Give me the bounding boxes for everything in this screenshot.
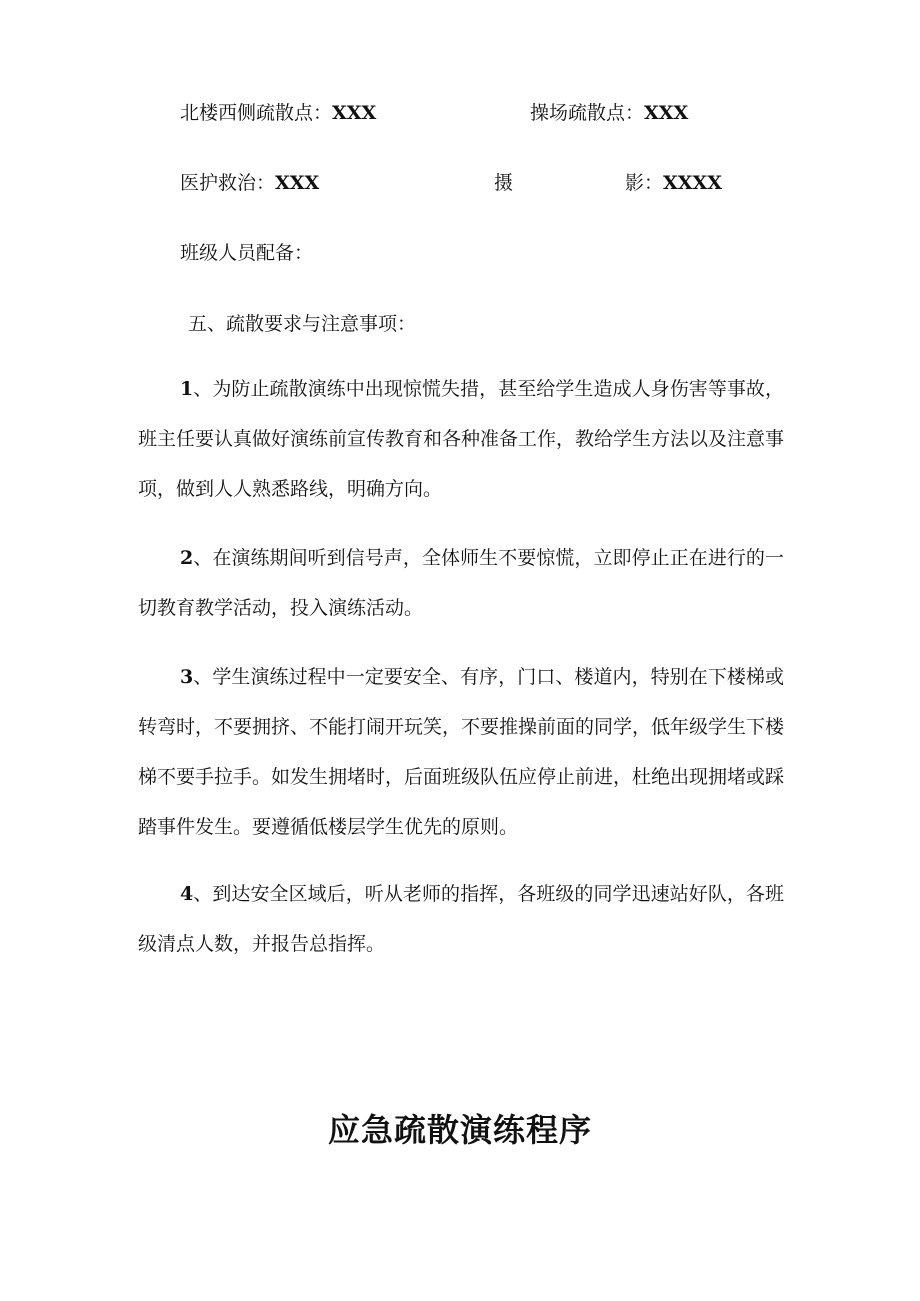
photo-label-part1 (494, 168, 513, 195)
photo-label-char2: 影： (625, 172, 664, 194)
item-text: 、为防止疏散演练中出现惊慌失措，甚至给学生造成人身伤害等事故，班主任要认真做好演练前宣传教育和各种准备工作，教给学生方法以及注意事项，做到人人熟悉路线，明确方向。 (138, 378, 785, 500)
item-number: 1 (180, 378, 194, 400)
photo-value: XXXX (663, 172, 722, 194)
north-west-value: XXX (332, 102, 377, 124)
item-number: 2 (180, 547, 194, 569)
medical-label: 医护救治： (180, 172, 276, 194)
class-staff-label: 班级人员配备： (180, 242, 314, 264)
item-text: 、在演练期间听到信号声，全体师生不要惊慌，立即停止正在进行的一切教育教学活动，投入演练活动。 (138, 547, 784, 619)
item-number: 3 (180, 666, 194, 688)
item-text: 、学生演练过程中一定要安全、有序，门口、楼道内，特别在下楼梯或转弯时，不要拥挤、不能打闹开玩笑，不要推操前面的同学，低年级学生下楼梯不要手拉手。如发生拥堵时，后面班级队伍应停止前进，杜绝出现拥堵或踩踏事件发生。要遵循低楼层学生优先的原则。 (138, 666, 785, 838)
item-text: 、到达安全区域后，听从老师的指挥，各班级的同学迅速站好队，各班级清点人数，并报告总指挥。 (138, 883, 784, 955)
playground-value: XXX (644, 102, 689, 124)
requirement-item-2 (138, 533, 784, 633)
requirement-item-1 (138, 364, 784, 514)
photo-label-char1: 摄 (494, 172, 514, 194)
north-west-evacuation-point (180, 98, 376, 125)
item-number: 4 (180, 883, 194, 905)
requirement-item-4 (138, 869, 784, 969)
playground-evacuation-point (530, 98, 688, 125)
requirement-item-3 (138, 652, 784, 852)
section-5-heading: 五、疏散要求与注意事项： (188, 313, 417, 335)
medical-value: XXX (275, 172, 320, 194)
medical-treatment (180, 168, 319, 195)
north-west-label: 北楼西侧疏散点： (180, 102, 333, 124)
playground-label: 操场疏散点： (530, 102, 645, 124)
section-title: 应急疏散演练程序 (327, 1111, 592, 1149)
photography (625, 168, 722, 195)
